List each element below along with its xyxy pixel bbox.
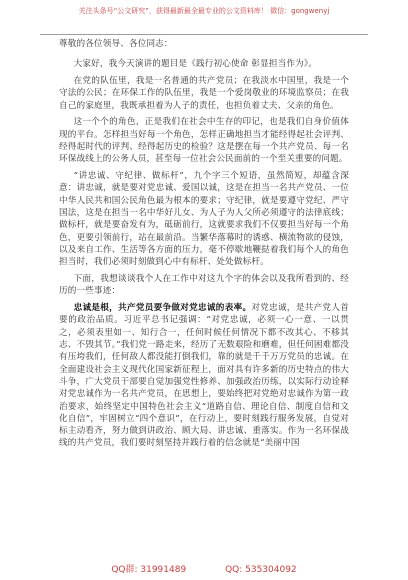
paragraph-nine-words: “讲忠诚、守纪律、做标杆”，九个字三个短语，虽然简短，却蕴含深意：讲忠诚，就是要对党忠诚、爱国以诚，这是在担当一名共产党员、一位中华人民共和国公民角色最为根本的要求；守纪律，就是要遵守党纪、严守国法，这是在担当一名中华好儿女、为人子为人父所必须遵守的法律底线；做标杆，就是要奋发有为，砥砺前行，这就要求我们不仅要担当好每一个角色，更要引领前行，站在最前沿。当繁华落幕时的诱惑、横流物欲的侵蚀，以及来自工作、生活等各方面的压力，毫不停歇地鞭挞着我们每个人的角色担当时，我们必须时刻做到心中有标杆、处处做标杆。 [59,171,349,268]
salutation: 尊敬的各位领导、各位同志： [59,39,173,49]
paragraph-roles: 在党的队伍里，我是一名普通的共产党员；在我淡水中国里，我是一个守法的公民；在环保工作的队伍里，我是一个爱岗敬业的环境监察员；在我自己的家庭里，我既承担着为人子的责任，也担负着丈夫、父亲的角色。 [59,76,349,111]
section-heading: 忠诚是根，共产党员要争做对党忠诚的表率。 [73,303,252,314]
paragraph-loyalty [59,302,349,450]
document-body [59,38,349,454]
paragraph-question: 这一个个的角色，正是我们在社会中生存的印记，也是我们自身价值体现的平台。怎样担当好每一个角色，怎样正确地担当才能经得起社会评判、经得起时代的评判、经得起历史的检验？这是摆在每一个共产党员、每一名环保战线上的公务人员，甚至每一位社会公民面前的一个至关重要的问题。 [59,117,349,165]
header-line-1: 关注头条号“公文研究”，获得最新最全最专业的公文资料库！ 微信：gongwenyj [78,7,330,15]
footer-qq: QQ: 535304092 [225,565,297,575]
page-footer [0,562,408,575]
section-text: 对党忠诚，是共产党人首要的政治品质。习近平总书记强调：“对党忠诚，必须一心一意、一以贯之，必须表里如一、知行合一，任何时候任何情况下都不改其心、不移其志、不毁其节。”我们党一路走来，经历了无数艰险和磨难，但任何困难都没有压垮我们，任何敌人都没能打倒我们，靠的就是千千万万党员的忠诚。在全面建设社会主义现代化国家新征程上，面对具有许多新的历史特点的伟大斗争，广大党员干部要自觉加强党性修养、加强政治历练，以实际行动诠释对党忠诚作为一名共产党员，在思想上，要始终把对党绝对忠诚作为第一政治要求，始终坚定中国特色社会主义“道路自信、理论自信、制度自信和文化自信”，牢固树立“四个意识”，在行动上，要时刻践行服务发展，自觉对标主动看齐，努力做到讲政治、顾大局、讲忠诚、重落实。作为一名环保战线的共产党员，我们要时刻坚持并践行着的信念就是“美丽中国 [59,303,349,449]
paragraph-intro-examples: 下面，我想谈谈我个人在工作中对这九个字的体会以及我所看到的、经历的一些事迹： [59,274,349,297]
paragraph-title: 大家好，我今天演讲的题目是《践行初心使命 彰显担当作为》。 [73,59,318,70]
header-divider [40,34,368,35]
footer-qq-group: QQ群: 31991489 [111,565,187,575]
page-header [40,6,368,17]
